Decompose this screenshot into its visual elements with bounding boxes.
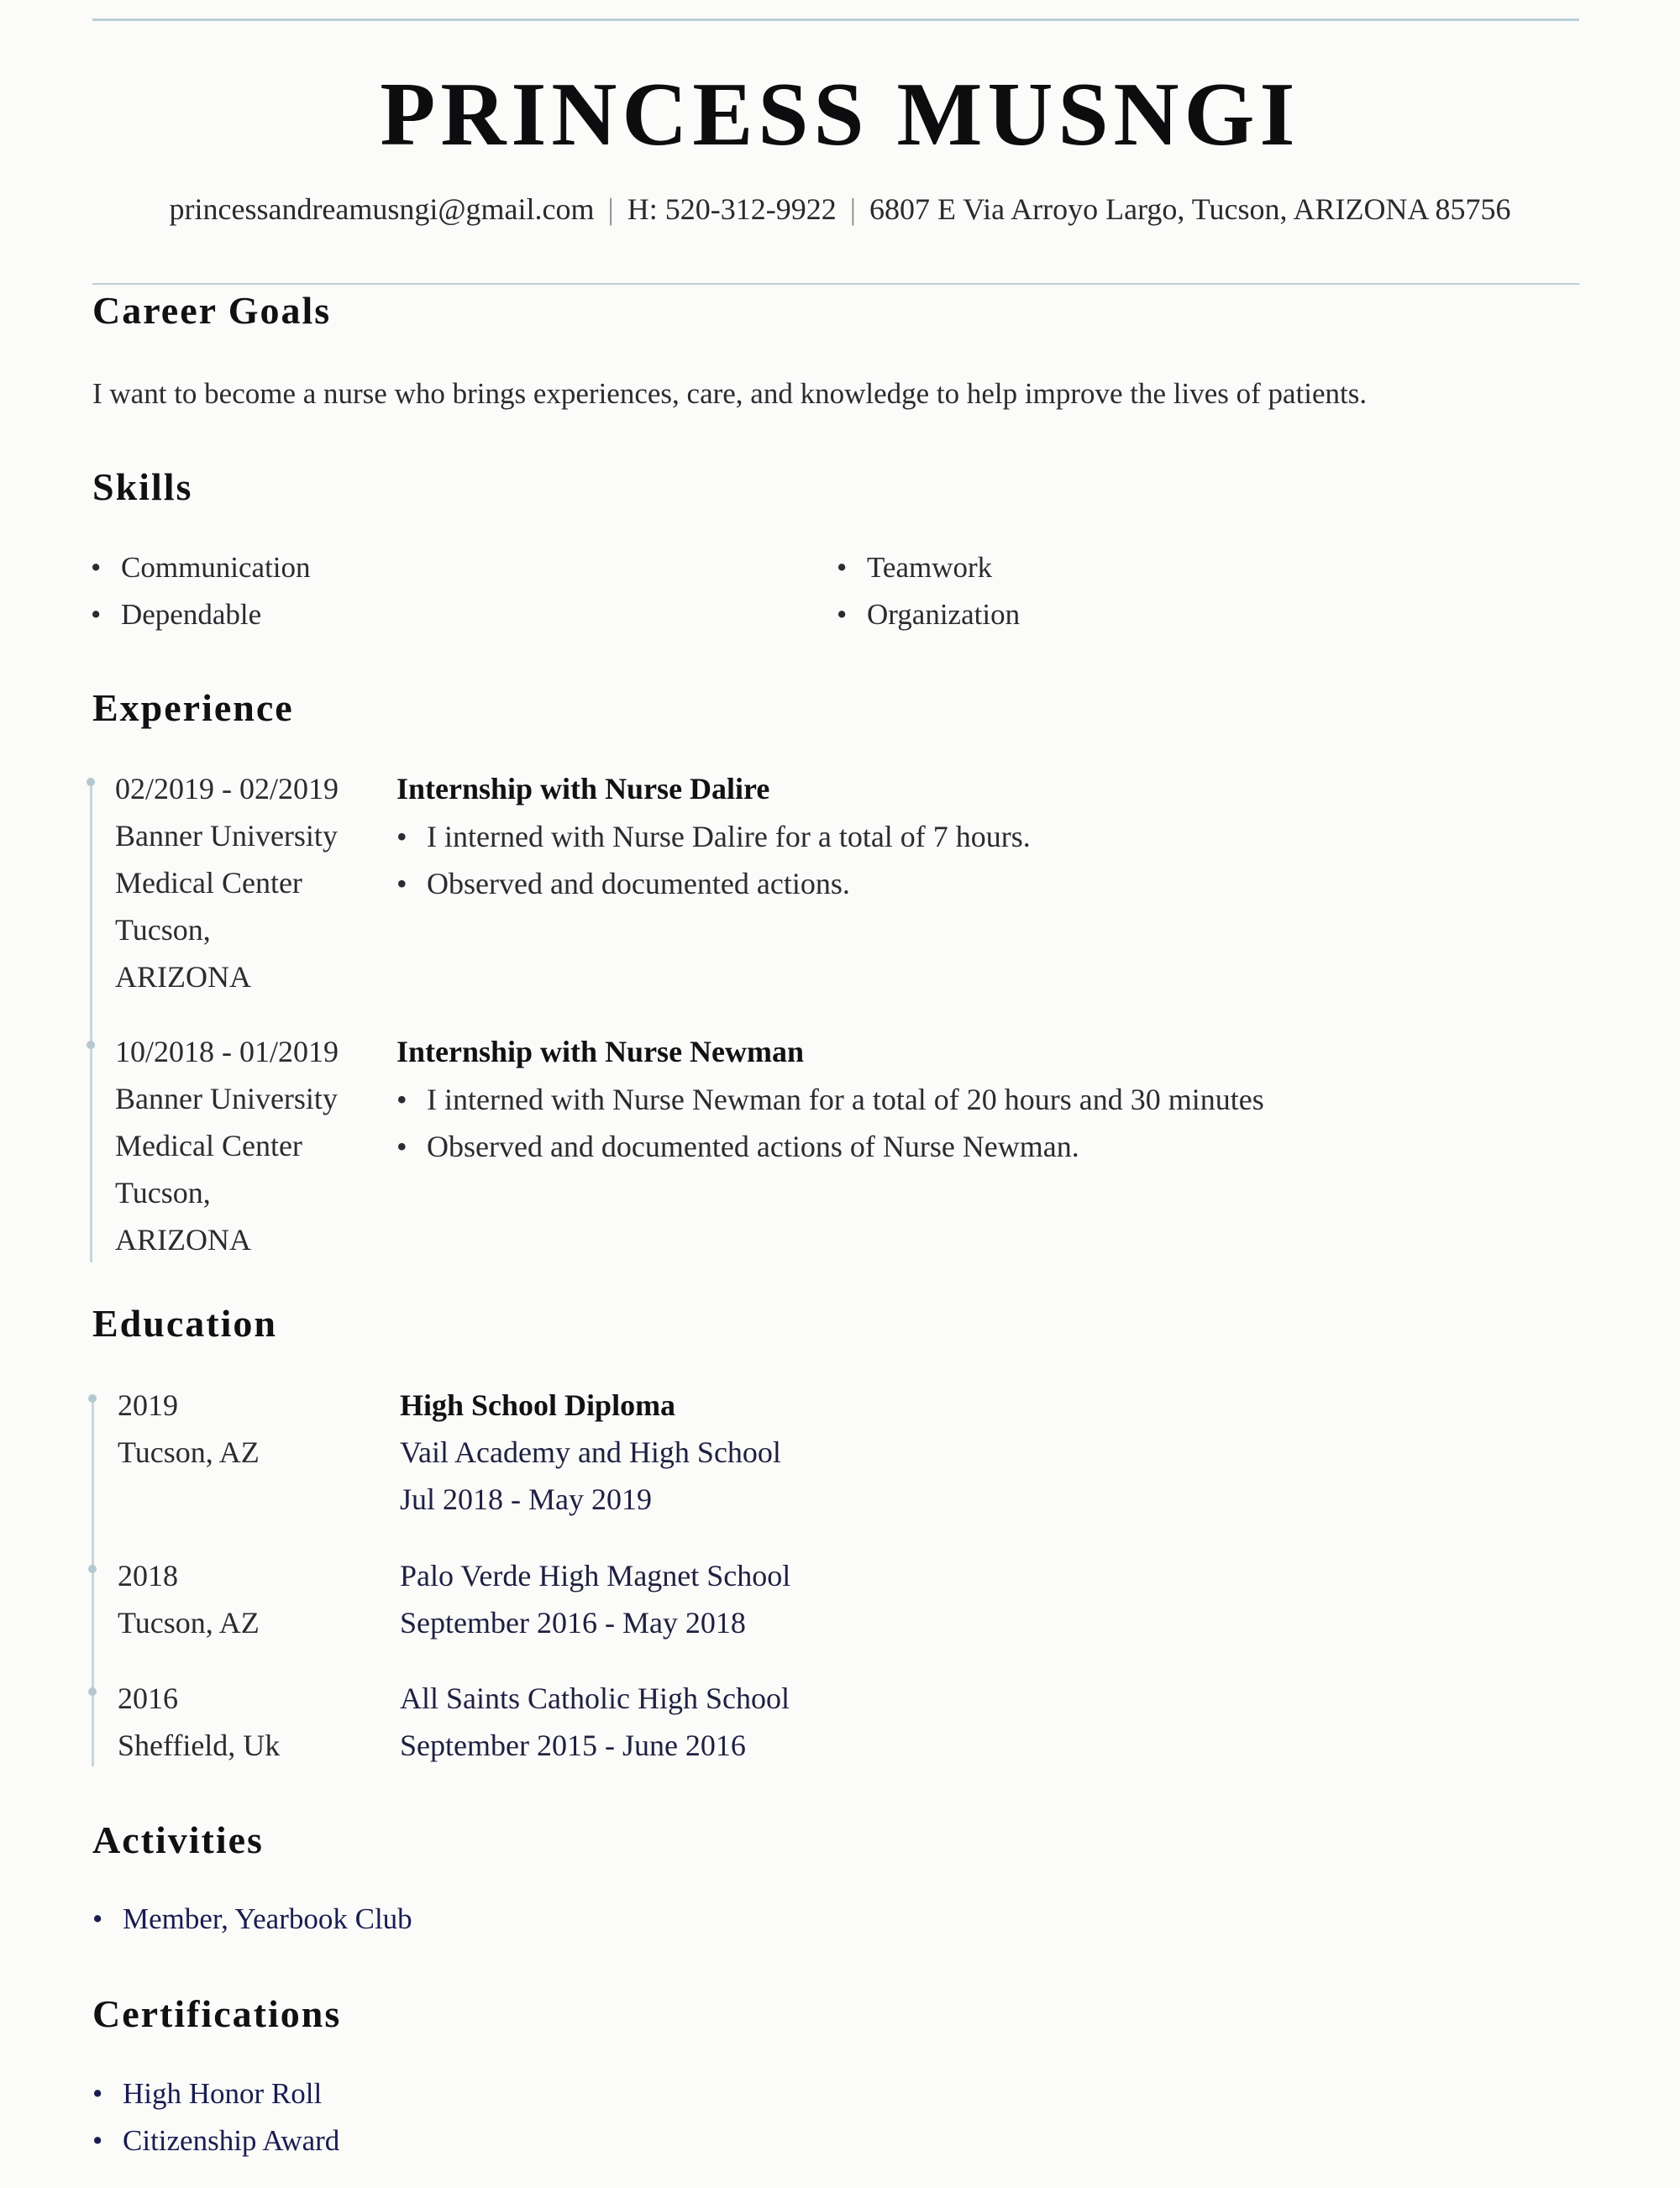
experience-timeline (90, 779, 92, 1262)
top-divider (92, 18, 1579, 21)
skills-list-right (837, 544, 1020, 638)
education-location: Tucson, AZ (118, 1606, 260, 1640)
timeline-dot (87, 778, 95, 786)
list-item: • Observed and documented actions. (396, 860, 1031, 907)
list-item: • Citizenship Award (92, 2117, 339, 2164)
list-item: • Observed and documented actions of Nurse Newman. (396, 1123, 1264, 1170)
school-name: All Saints Catholic High School (400, 1682, 790, 1715)
employer-state: ARIZONA (115, 960, 251, 994)
education-details (400, 1675, 790, 1769)
timeline-dot (88, 1565, 97, 1573)
activities-list (92, 1896, 412, 1943)
timeline-dot (87, 1041, 95, 1049)
education-period: Jul 2018 - May 2019 (400, 1482, 652, 1516)
experience-dates: 02/2019 - 02/2019 (115, 772, 339, 805)
header-divider (92, 283, 1579, 285)
education-location: Sheffield, Uk (118, 1729, 281, 1762)
job-bullets (396, 1076, 1264, 1170)
list-item: • I interned with Nurse Newman for a total of 20 hours and 30 minutes (396, 1076, 1264, 1123)
career-goals-text: I want to become a nurse who brings experiences, care, and knowledge to help improve the lives of patients. (92, 377, 1368, 410)
list-item: • Member, Yearbook Club (92, 1896, 412, 1943)
employer-name: Banner University (115, 819, 338, 853)
certifications-heading: Certifications (92, 1992, 342, 2035)
education-meta (118, 1675, 280, 1769)
list-item: • Dependable (91, 591, 311, 638)
contact-line (0, 192, 1680, 228)
employer-name: Banner University (115, 1082, 338, 1115)
timeline-dot (88, 1687, 97, 1696)
list-item: • Communication (91, 544, 311, 591)
list-item: • Organization (837, 591, 1020, 638)
experience-heading: Experience (92, 686, 294, 729)
candidate-name: PRINCESS MUSNGI (380, 65, 1300, 165)
education-timeline (92, 1398, 94, 1766)
phone: H: 520-312-9922 (627, 192, 837, 226)
address: 6807 E Via Arroyo Largo, Tucson, ARIZONA 85756 (869, 192, 1511, 226)
education-meta (118, 1382, 260, 1476)
job-title: Internship with Nurse Newman (396, 1035, 805, 1068)
employer-state: ARIZONA (115, 1223, 251, 1257)
career-goals-heading: Career Goals (92, 289, 332, 332)
timeline-dot (88, 1394, 97, 1403)
contact-separator: | (607, 192, 614, 226)
education-heading: Education (92, 1302, 277, 1345)
education-year: 2018 (118, 1559, 178, 1592)
list-item: • Teamwork (837, 544, 1020, 591)
education-period: September 2015 - June 2016 (400, 1729, 746, 1762)
activities-heading: Activities (92, 1818, 264, 1861)
employer-city: Tucson, (115, 913, 211, 947)
education-details (400, 1429, 781, 1523)
employer-city: Tucson, (115, 1176, 211, 1209)
list-item: • I interned with Nurse Dalire for a total of 7 hours. (396, 813, 1031, 860)
employer-name: Medical Center (115, 1129, 302, 1162)
experience-meta (115, 765, 339, 1000)
education-details (400, 1552, 790, 1646)
contact-separator: | (849, 192, 856, 226)
education-location: Tucson, AZ (118, 1435, 260, 1469)
education-year: 2019 (118, 1388, 178, 1422)
employer-name: Medical Center (115, 866, 302, 900)
education-meta (118, 1552, 260, 1646)
job-title: Internship with Nurse Dalire (396, 772, 770, 805)
email: princessandreamusngi@gmail.com (169, 192, 595, 226)
degree-title: High School Diploma (400, 1388, 676, 1422)
skills-list-left (91, 544, 311, 638)
skills-heading: Skills (92, 465, 193, 508)
school-name: Palo Verde High Magnet School (400, 1559, 791, 1592)
experience-meta (115, 1028, 339, 1263)
education-year: 2016 (118, 1682, 178, 1715)
job-bullets (396, 813, 1031, 907)
certifications-list (92, 2070, 339, 2164)
education-period: September 2016 - May 2018 (400, 1606, 746, 1640)
school-name: Vail Academy and High School (400, 1435, 781, 1469)
experience-dates: 10/2018 - 01/2019 (115, 1035, 339, 1068)
list-item: • High Honor Roll (92, 2070, 339, 2117)
